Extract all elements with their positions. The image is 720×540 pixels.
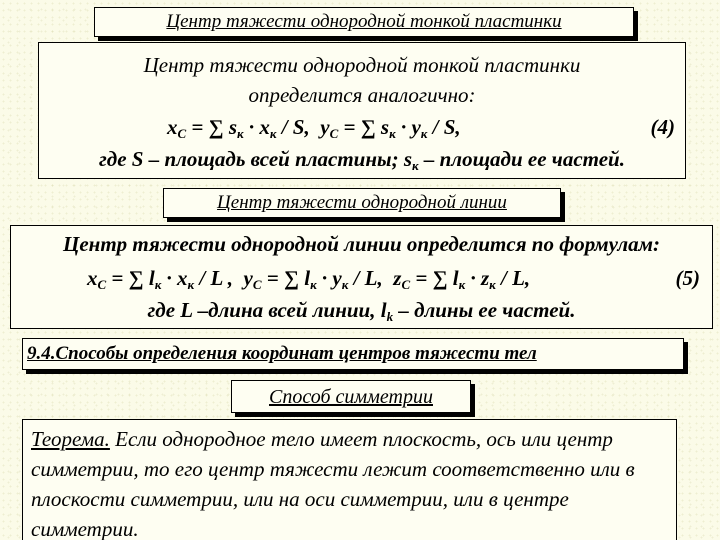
line-title: Центр тяжести однородной линии <box>163 188 561 218</box>
theorem-text: Если однородное тело имеет плоскость, ось или центр симметрии, то его центр тяжести лежит соответственно или в плоскости симметрии, или на оси симметрии, или в центре симметрии. <box>31 427 635 540</box>
line-center-block <box>10 225 713 329</box>
theorem-label: Теорема. <box>31 427 110 451</box>
symmetry-title: Способ симметрии <box>231 380 471 413</box>
line-formula: $x_C$ = ∑ $l_к \cdot x_к / L$ , $y_C$ = ∑ $l_к \cdot y_к / L$, $z_C$ = ∑ $l_к \cdot z_к / L$, <box>87 266 531 292</box>
plate-center-block <box>38 42 686 179</box>
line-text-line1: Центр тяжести однородной линии определится по формулам: <box>63 232 660 256</box>
plate-text-line1: Центр тяжести однородной тонкой пластинки <box>143 53 581 77</box>
methods-title: 9.4.Способы определения координат центров тяжести тел <box>22 338 684 370</box>
plate-formula: $x_C$ = ∑ $s_к \cdot x_к / S$, $y_C$ = ∑ $s_к \cdot y_к / S$, <box>167 115 461 141</box>
plate-where-line: где S – площадь всей пластины; $s_к$ – площади ее частей. <box>99 147 625 173</box>
line-where-line: где L –длина всей линии, $l_k$ – длины ее частей. <box>147 298 576 324</box>
line-equation-number: (5) <box>675 266 700 290</box>
plate-title: Центр тяжести однородной тонкой пластинки <box>94 7 634 37</box>
theorem-block <box>22 419 677 540</box>
plate-equation-number: (4) <box>650 115 675 139</box>
plate-text-line2: определится аналогично: <box>248 83 476 107</box>
